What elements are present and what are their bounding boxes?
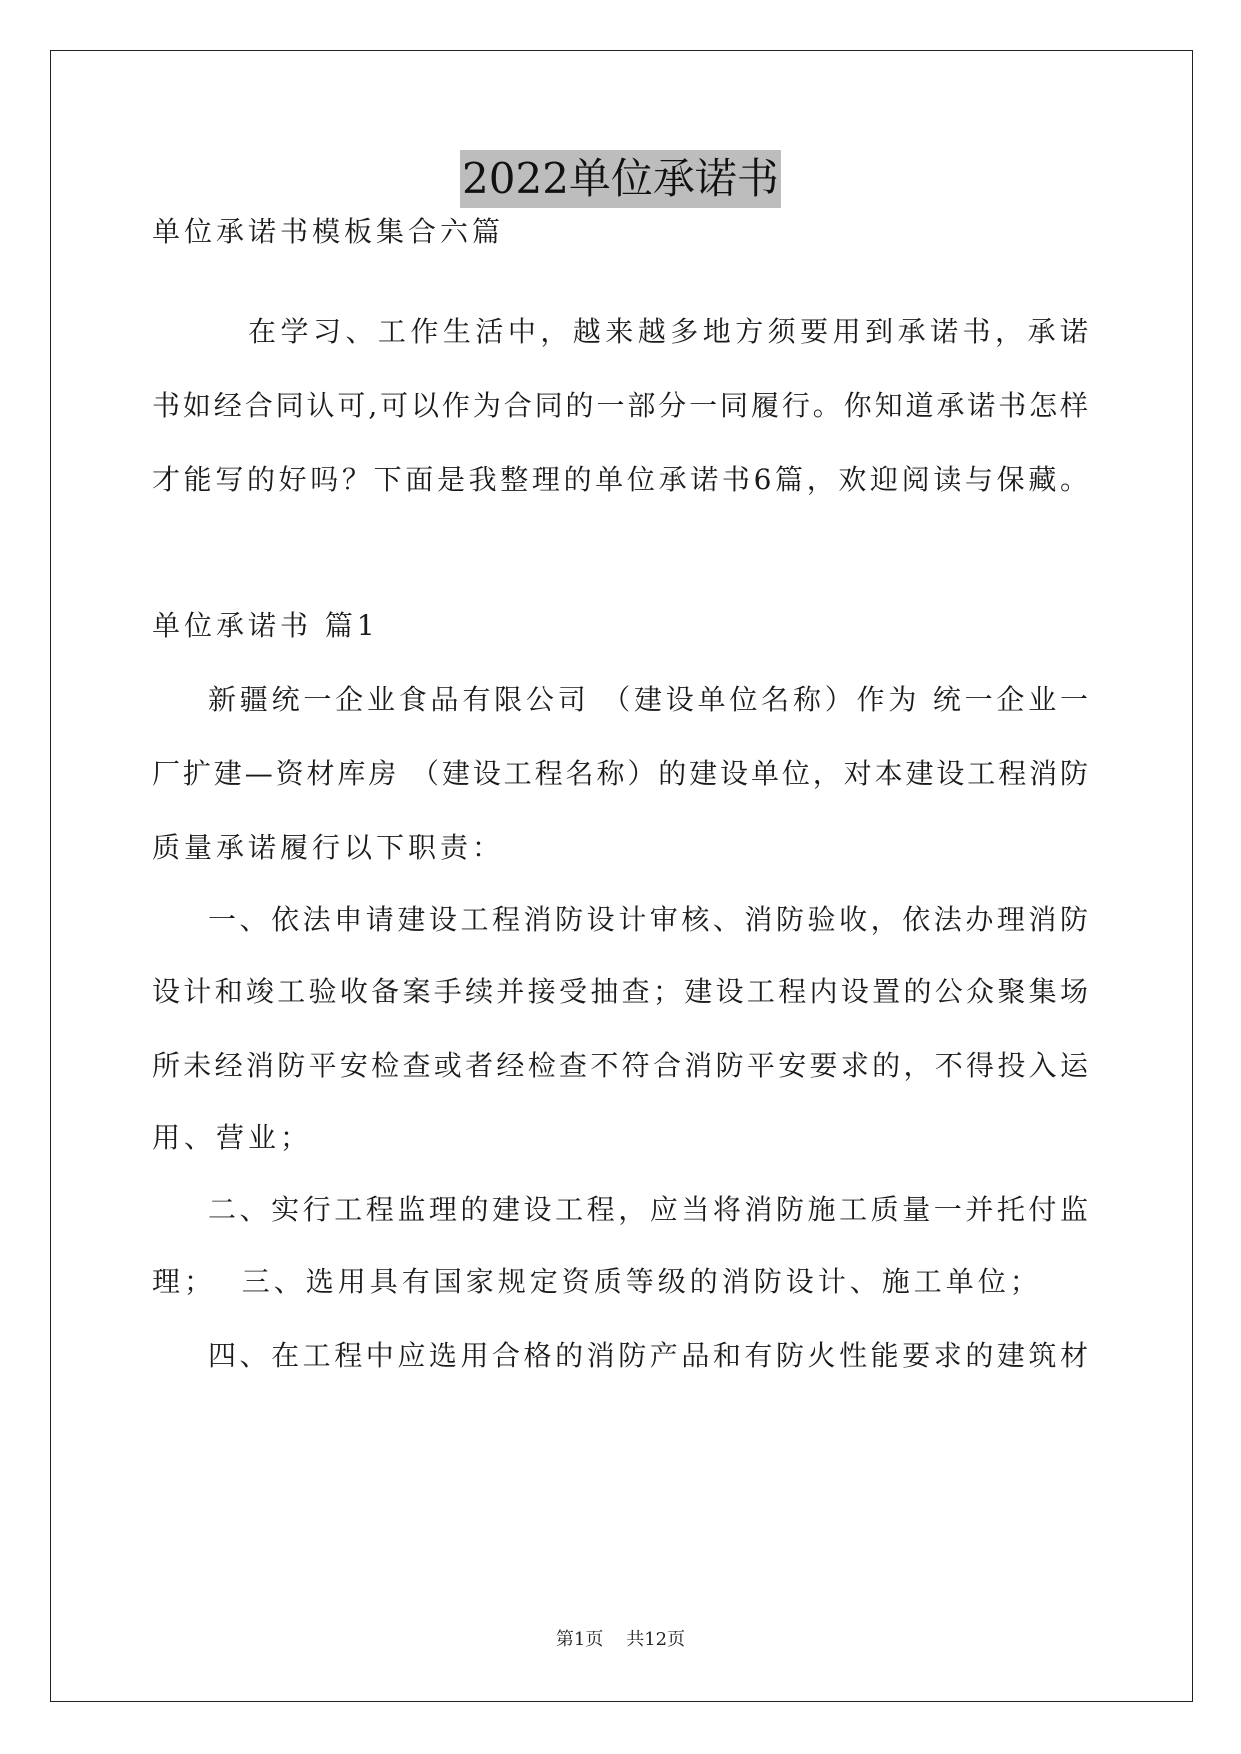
page-footer: 第1页 共12页: [555, 1629, 686, 1650]
body-line: 所未经消防平安检查或者经检查不符合消防平安要求的，不得投入运: [152, 1049, 1088, 1082]
body-line: 厂扩建—资材库房 （建设工程名称）的建设单位，对本建设工程消防: [152, 757, 1088, 790]
intro-line: 书如经合同认可,可以作为合同的一部分一同履行。你知道承诺书怎样: [152, 389, 1088, 422]
section-heading: 单位承诺书 篇1: [152, 609, 379, 642]
document-title: 2022单位承诺书: [460, 150, 781, 208]
title-container: [0, 150, 1241, 208]
body-line: 质量承诺履行以下职责：: [152, 831, 505, 864]
intro-line: 才能写的好吗？下面是我整理的单位承诺书6篇，欢迎阅读与保藏。: [152, 463, 1088, 496]
body-line: 四、在工程中应选用合格的消防产品和有防火性能要求的建筑材: [208, 1339, 1088, 1372]
body-line: 设计和竣工验收备案手续并接受抽查；建设工程内设置的公众聚集场: [152, 975, 1088, 1008]
body-line: 二、实行工程监理的建设工程，应当将消防施工质量一并托付监: [208, 1193, 1088, 1226]
body-line: 理； 三、选用具有国家规定资质等级的消防设计、施工单位；: [152, 1265, 1042, 1298]
body-line: 新疆统一企业食品有限公司 （建设单位名称）作为 统一企业一: [208, 683, 1088, 716]
body-line: 一、依法申请建设工程消防设计审核、消防验收，依法办理消防: [208, 903, 1088, 936]
page-border: [50, 50, 1193, 1702]
intro-line: 在学习、工作生活中，越来越多地方须要用到承诺书，承诺: [248, 315, 1088, 348]
document-subtitle: 单位承诺书模板集合六篇: [152, 215, 505, 248]
body-line: 用、营业；: [152, 1121, 313, 1154]
